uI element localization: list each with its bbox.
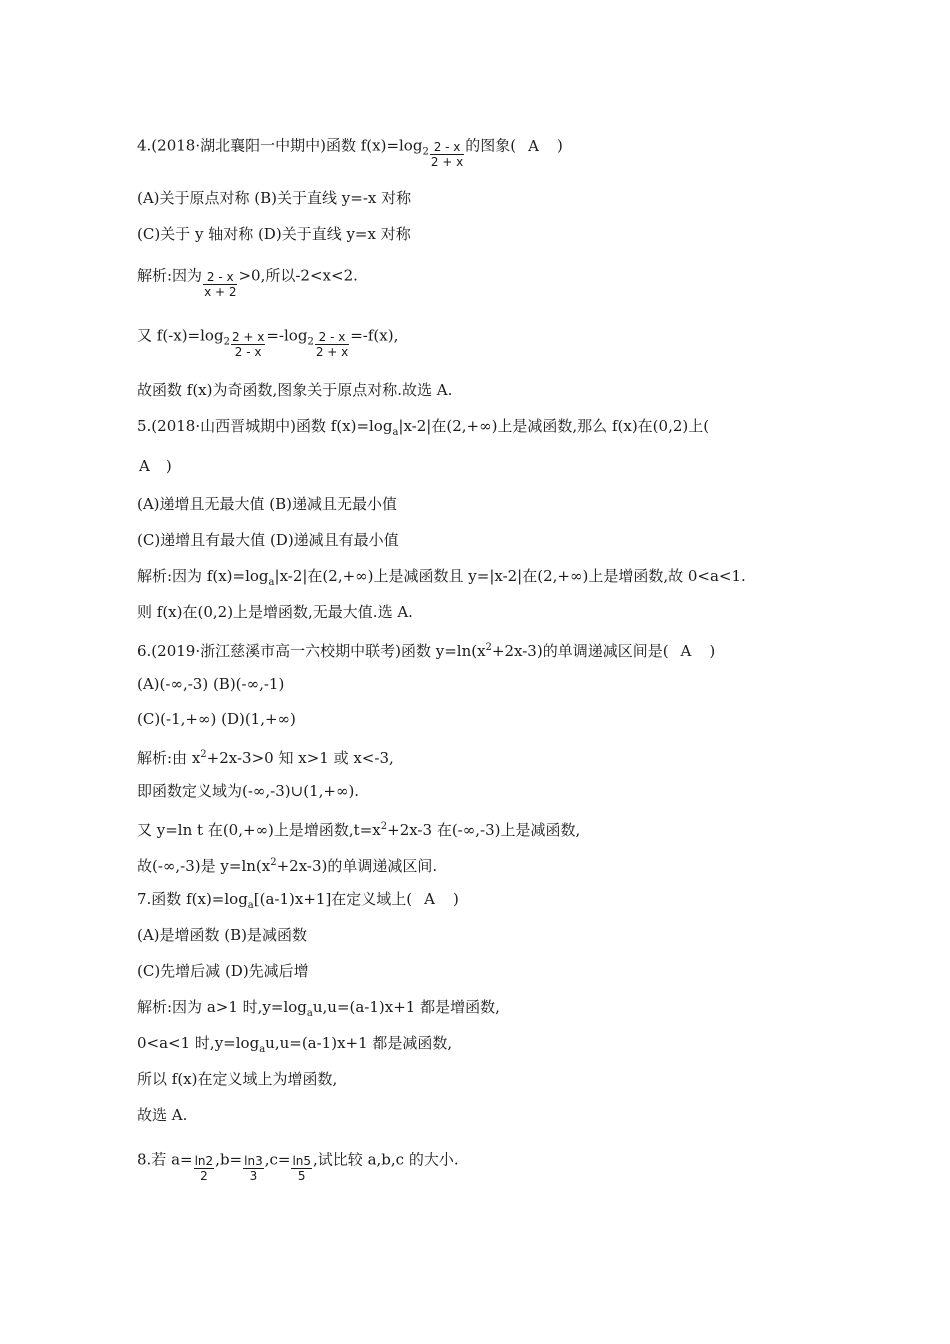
solution-text: >0,所以-2<x<2. [238,266,358,285]
solution-text: =-log [266,326,308,345]
q7-answer: A [424,890,435,908]
log-base: a [268,577,275,588]
fraction-denominator: 3 [249,1169,258,1183]
log-base: 2 [422,146,429,158]
q4-solution-2 [137,322,399,359]
fraction-denominator: 5 [297,1169,306,1183]
solution-text: 解析:因为 [137,266,203,285]
q5-solution-2: 则 f(x)在(0,2)上是增函数,无最大值.选 A. [137,603,413,621]
q4-sol-fraction [315,330,349,359]
q6-solution-2: 即函数定义域为(-∞,-3)∪(1,+∞). [137,782,360,800]
q4-sol-fraction [203,270,237,299]
q5-answer: A [139,457,150,475]
q5-stem-text: 5.(2018·山西晋城期中)函数 f(x)=log [137,417,393,435]
solution-text: 故(-∞,-3)是 y=ln(x [137,857,271,875]
q6-solution-4 [137,853,437,876]
q8-fraction-c [291,1154,312,1183]
q5-options-cd: (C)递增且有最大值 (D)递减且有最小值 [137,531,399,549]
q8-text: ,c= [264,1150,291,1169]
q6-stem [137,638,715,661]
q7-stem-text: [(a-1)x+1]在定义域上( [253,890,413,908]
q7-stem [137,889,459,916]
solution-text: +2x-3 在(-∞,-3)上是减函数, [387,821,581,839]
log-base: a [392,427,399,438]
exponent: 2 [485,642,492,653]
q5-options-ab: (A)递增且无最大值 (B)递减且无最小值 [137,495,398,513]
fraction-denominator: 2 + x [430,155,464,169]
fraction-denominator: 2 [200,1169,208,1183]
q7-solution-2 [137,1033,452,1060]
q6-solution-3 [137,817,580,840]
solution-text: 又 f(-x)=log [137,326,224,345]
q6-options-ab: (A)(-∞,-3) (B)(-∞,-1) [137,675,285,693]
q4-options-cd: (C)关于 y 轴对称 (D)关于直线 y=x 对称 [137,225,411,243]
fraction-denominator: x + 2 [204,285,237,299]
log-base: 2 [307,336,314,348]
paren-close: ) [709,642,716,660]
q6-stem-text: 6.(2019·浙江慈溪市高一六校期中联考)函数 y=ln(x [137,642,486,660]
fraction-numerator: ln3 [244,1154,263,1168]
fraction-numerator: 2 + x [231,330,265,344]
solution-text: 解析:因为 a>1 时,y=log [137,998,307,1016]
q4-answer: A [528,136,539,155]
q4-solution-1 [137,262,358,299]
q4-options-ab: (A)关于原点对称 (B)关于直线 y=-x 对称 [137,189,412,207]
fraction-numerator: 2 - x [315,330,349,345]
solution-text: 解析:由 x [137,749,201,767]
solution-text: 又 y=ln t 在(0,+∞)上是增函数,t=x [137,821,381,839]
fraction-denominator: 2 - x [234,345,262,359]
q7-solution-1 [137,997,500,1024]
q7-solution-3: 所以 f(x)在定义域上为增函数, [137,1070,338,1088]
q8-text: ,试比较 a,b,c 的大小. [313,1150,459,1169]
q4-solution-3: 故函数 f(x)为奇函数,图象关于原点对称.故选 A. [137,381,453,399]
solution-text: +2x-3)的单调递减区间. [276,857,438,875]
fraction-numerator: 2 - x [203,270,237,285]
paren-close: ) [165,457,172,475]
log-base: a [306,1008,313,1019]
paren-close: ) [453,890,459,908]
q5-stem [137,416,709,443]
q4-fraction [430,140,464,169]
q4-stem [137,132,563,169]
solution-text: u,u=(a-1)x+1 都是增函数, [312,998,500,1016]
solution-text: |x-2|在(2,+∞)上是减函数且 y=|x-2|在(2,+∞)上是增函数,故 0<a<1. [274,567,746,585]
log-base: a [247,900,254,911]
q6-stem-text: +2x-3)的单调递减区间是( [491,642,669,660]
solution-text: 解析:因为 f(x)=log [137,567,269,585]
q4-sol-fraction [231,330,265,359]
q8-stem [137,1146,459,1183]
q6-options-cd: (C)(-1,+∞) (D)(1,+∞) [137,710,296,728]
log-base: a [259,1044,266,1055]
q8-fraction-a [194,1154,215,1183]
exponent: 2 [200,749,207,760]
q6-solution-1 [137,745,394,768]
solution-text: 0<a<1 时,y=log [137,1034,260,1052]
q5-answer-line [137,456,172,476]
fraction-denominator: 2 + x [315,345,349,359]
solution-text: u,u=(a-1)x+1 都是减函数, [265,1034,453,1052]
solution-text: +2x-3>0 知 x>1 或 x<-3, [206,749,394,767]
q4-stem-text: 的图象( [465,136,517,155]
q7-solution-4: 故选 A. [137,1106,188,1124]
q5-stem-text: |x-2|在(2,+∞)上是减函数,那么 f(x)在(0,2)上( [398,417,710,435]
log-base: 2 [223,336,230,348]
exponent: 2 [380,821,388,832]
fraction-numerator: ln5 [292,1154,312,1168]
fraction-numerator: ln2 [194,1154,214,1168]
paren-close: ) [556,136,563,155]
q8-text: ,b= [215,1150,243,1169]
q7-options-cd: (C)先增后减 (D)先减后增 [137,962,309,980]
fraction-numerator: 2 - x [430,140,464,155]
q7-options-ab: (A)是增函数 (B)是减函数 [137,926,308,944]
q5-solution-1 [137,566,746,593]
q4-stem-text: 4.(2018·湖北襄阳一中期中)函数 f(x)=log [137,136,423,155]
q7-stem-text: 7.函数 f(x)=log [137,890,248,908]
solution-text: =-f(x), [350,326,399,345]
q8-fraction-b [243,1154,264,1183]
exponent: 2 [270,857,277,868]
q6-answer: A [680,642,692,660]
q8-text: 8.若 a= [137,1150,193,1169]
